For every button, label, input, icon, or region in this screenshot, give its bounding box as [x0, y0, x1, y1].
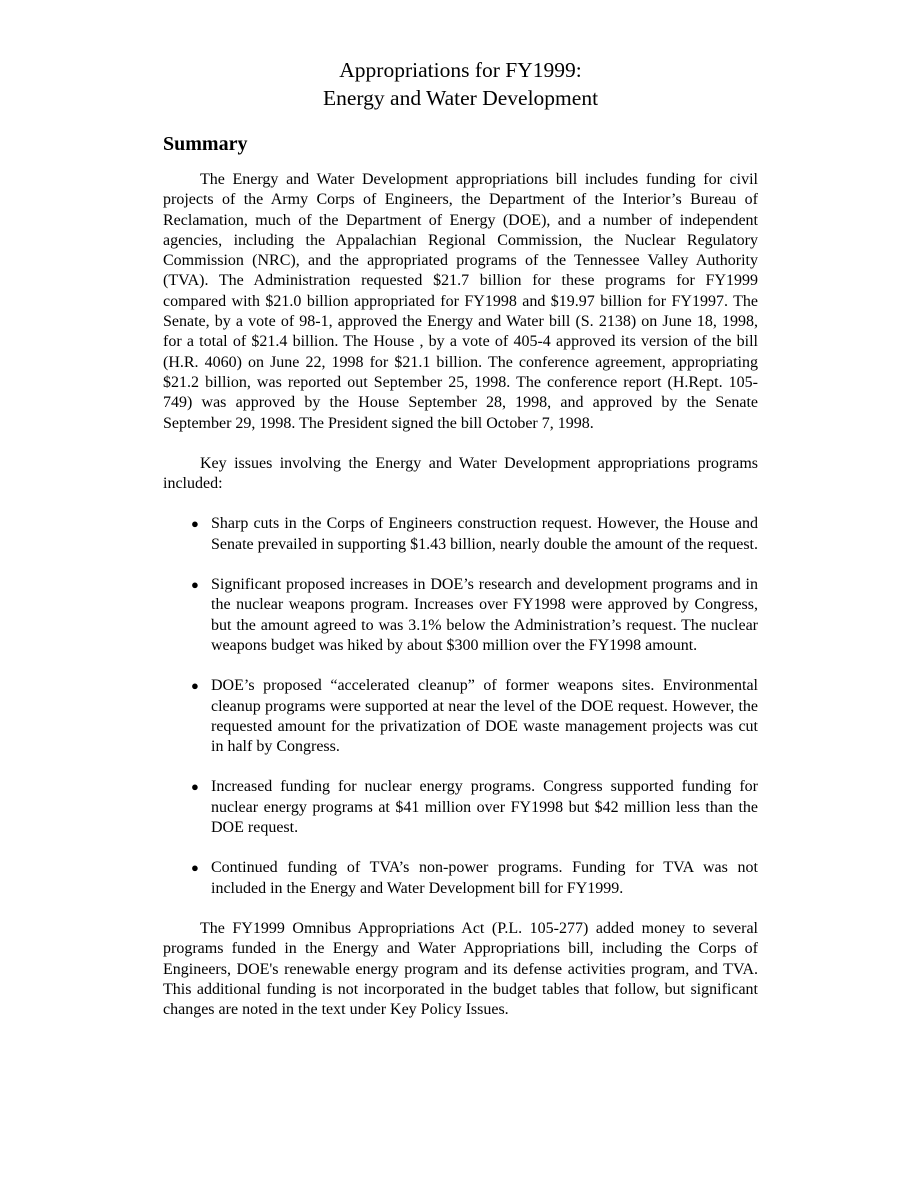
key-issue-text: Continued funding of TVA’s non-power programs. Funding for TVA was not included in the Energy and Water Development bill for FY1999. — [211, 859, 758, 897]
document-page — [163, 56, 758, 1020]
key-issue-item — [163, 676, 758, 757]
bullet-icon: ● — [191, 577, 199, 593]
key-issue-item — [163, 575, 758, 656]
key-issue-text: Significant proposed increases in DOE’s research and development programs and in the nuclear weapons program. Increases over FY1998 were approved by Congress, but the amount agreed to was 3.1% below the Administration’s request. The nuclear weapons budget was hiked by about $300 million over the FY1998 amount. — [211, 576, 758, 654]
summary-paragraph-2: Key issues involving the Energy and Water Development appropriations programs included: — [163, 454, 758, 493]
title-line-1: Appropriations for FY1999: — [339, 58, 582, 82]
document-title — [163, 56, 758, 112]
summary-paragraph-3: The FY1999 Omnibus Appropriations Act (P.L. 105-277) added money to several programs funded in the Energy and Water Appropriations bill, including the Corps of Engineers, DOE's renewable energy program and its defense activities program, and TVA. This additional funding is not incorporated in the budget tables that follow, but significant changes are noted in the text under Key Policy Issues. — [163, 919, 758, 1019]
key-issue-item — [163, 858, 758, 899]
key-issue-item — [163, 514, 758, 555]
key-issue-item — [163, 777, 758, 838]
bullet-icon: ● — [191, 678, 199, 694]
bullet-icon: ● — [191, 860, 199, 876]
bullet-icon: ● — [191, 779, 199, 795]
bullet-icon: ● — [191, 516, 199, 532]
summary-heading: Summary — [163, 133, 248, 155]
title-line-2: Energy and Water Development — [322, 86, 599, 110]
key-issue-text: DOE’s proposed “accelerated cleanup” of former weapons sites. Environmental cleanup programs were supported at near the level of the DOE request. However, the requested amount for the privatization of DOE waste management projects was cut in half by Congress. — [211, 677, 758, 756]
key-issue-text: Increased funding for nuclear energy programs. Congress supported funding for nuclear energy programs at $41 million over FY1998 but $42 million less than the DOE request. — [211, 778, 758, 837]
key-issues-list — [163, 514, 758, 898]
key-issue-text: Sharp cuts in the Corps of Engineers construction request. However, the House and Senate prevailed in supporting $1.43 billion, nearly double the amount of the request. — [211, 515, 758, 553]
summary-paragraph-1: The Energy and Water Development appropriations bill includes funding for civil projects of the Army Corps of Engineers, the Department of the Interior’s Bureau of Reclamation, much of the Department of Energy (DOE), and a number of independent agencies, including the Appalachian Regional Commission, the Nuclear Regulatory Commission (NRC), and the appropriated programs of the Tennessee Valley Authority (TVA). The Administration requested $21.7 billion for these programs for FY1999 compared with $21.0 billion appropriated for FY1998 and $19.97 billion for FY1997. The Senate, by a vote of 98-1, approved the Energy and Water bill (S. 2138) on June 18, 1998, for a total of $21.4 billion. The House , by a vote of 405-4 approved its version of the bill (H.R. 4060) on June 22, 1998 for $21.1 billion. The conference agreement, appropriating $21.2 billion, was reported out September 25, 1998. The conference report (H.Rept. 105-749) was approved by the House September 28, 1998, and approved by the Senate September 29, 1998. The President signed the bill October 7, 1998. — [163, 171, 758, 432]
